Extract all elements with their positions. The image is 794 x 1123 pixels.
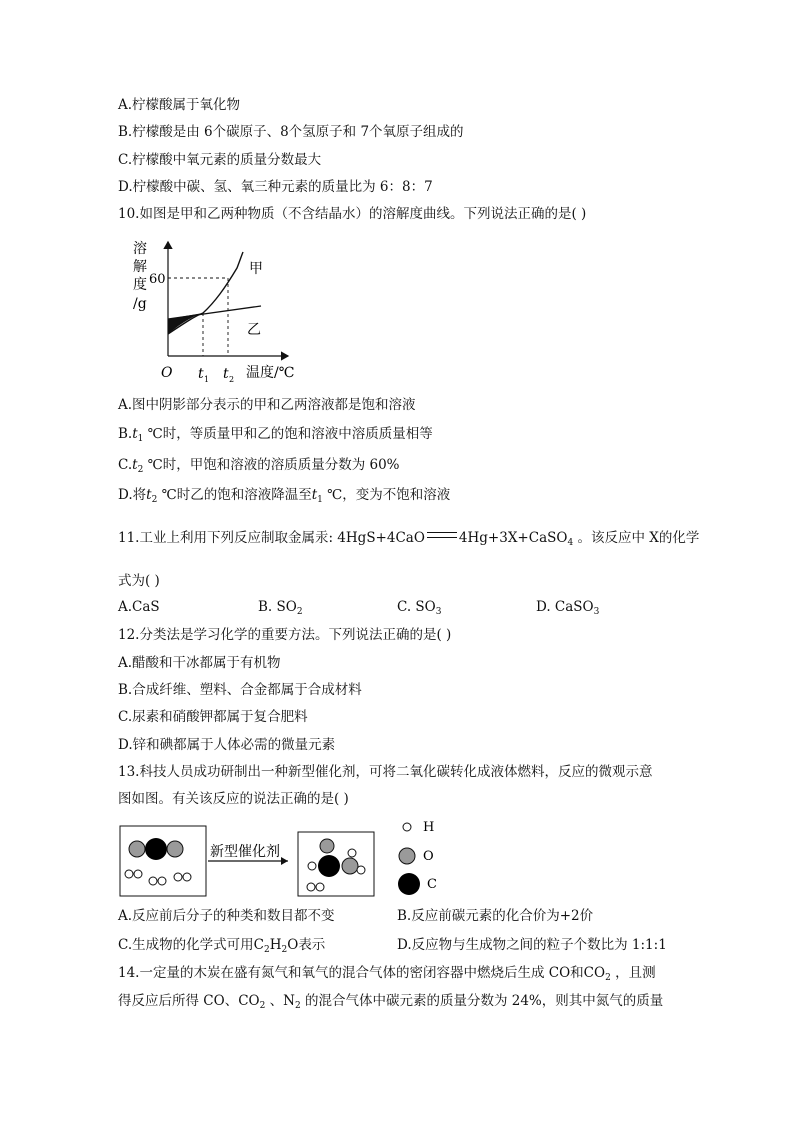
t1-label: t: [198, 366, 204, 382]
q10-stem: 10.如图是甲和乙两种物质（不含结晶水）的溶解度曲线。下列说法正确的是( ): [118, 206, 587, 222]
q13-option-c: [118, 936, 325, 959]
legend-h-icon: [403, 823, 411, 831]
q14-line2-text: 得反应后所得 CO、CO: [118, 993, 260, 1009]
label-jia: 甲: [249, 261, 263, 277]
q10-b-text: ℃时，等质量甲和乙的饱和溶液中溶质质量相等: [143, 426, 433, 442]
q10-option-d: [118, 486, 450, 509]
tick-60: 60: [149, 272, 166, 287]
q10-b-sub: 1: [137, 434, 144, 444]
reactants-box: [120, 826, 206, 896]
q14-line2: [118, 992, 663, 1015]
o-atom: [320, 839, 334, 853]
solubility-curve-graph: [125, 236, 305, 388]
q10-option-b: [118, 425, 433, 448]
arrow-head-icon: [281, 857, 288, 865]
q13-c-formula-h: H: [269, 937, 282, 953]
q13-stem-line1: 13.科技人员成功研制出一种新型催化剂，可将二氧化碳转化成液体燃料，反应的微观示意: [118, 764, 653, 780]
c-atom: [318, 855, 340, 877]
t2-label: t: [223, 366, 229, 382]
q11-d-sub: 3: [593, 607, 600, 617]
ylabel-char-1: 溶: [133, 241, 147, 257]
h-atom: [308, 862, 316, 870]
legend-h-label: H: [423, 820, 435, 835]
q9-option-a: A.柠檬酸属于氧化物: [118, 97, 241, 113]
q11-stem-end: 。该反应中 X的化学: [573, 530, 700, 546]
q10-option-a: A.图中阴影部分表示的甲和乙两溶液都是饱和溶液: [118, 397, 416, 413]
q10-d-sub1: 2: [151, 495, 158, 505]
o-atom: [342, 858, 358, 874]
t2-sub: 2: [229, 375, 235, 384]
q10-c-t: t: [132, 457, 138, 473]
h-atom: [316, 883, 324, 891]
q10-d-t2: t: [311, 487, 318, 503]
ylabel-char-2: 解: [133, 259, 147, 275]
t1-sub: 1: [204, 375, 210, 384]
q10-d-text: ℃，变为不饱和溶液: [322, 487, 451, 503]
q10-option-c: [118, 456, 400, 479]
o-atom: [129, 841, 145, 857]
q11-stem-right: 4Hg+3X+CaSO: [458, 530, 568, 546]
q10-d-mid: ℃时乙的饱和溶液降温至: [157, 487, 312, 503]
q13-stem-line2: 图如图。有关该反应的说法正确的是( ): [118, 791, 349, 807]
q14-line1-sub: 2: [605, 973, 611, 983]
q11-c-main: C. SO: [397, 599, 436, 615]
q13-c-sub1: 2: [263, 945, 270, 955]
q13-option-b: B.反应前碳元素的化合价为+2价: [397, 908, 594, 924]
legend-c-label: C: [427, 877, 437, 892]
xlabel: 温度/℃: [246, 365, 295, 381]
q14-line2-sub2: 2: [294, 1001, 301, 1011]
q11-stem: [118, 529, 699, 552]
q11-option-c: [397, 598, 441, 621]
h-atom: [348, 849, 356, 857]
q14-line1: [118, 964, 656, 987]
q9-option-b: B.柠檬酸是由 6个碳原子、8个氢原子和 7个氧原子组成的: [118, 124, 464, 140]
q10-b-t: t: [132, 426, 138, 442]
label-yi: 乙: [247, 322, 261, 338]
origin-label: O: [161, 365, 173, 381]
q13-c-formula-o: O: [287, 937, 299, 953]
q9-option-d: D.柠檬酸中碳、氢、氧三种元素的质量比为 6：8：7: [118, 179, 433, 195]
q10-d-sub2: 1: [317, 495, 323, 505]
q14-line2-mid: 、N: [265, 993, 295, 1009]
q11-b-sub: 2: [296, 607, 303, 617]
q10-c-prefix: C.: [118, 457, 133, 473]
q10-d-prefix: D.将: [118, 487, 147, 503]
h-atom: [183, 873, 191, 881]
q11-c-sub: 3: [435, 607, 442, 617]
h-atom: [174, 873, 182, 881]
q14-line1-end: ，且测: [610, 965, 656, 981]
ylabel-char-4: /g: [133, 296, 147, 312]
q14-line2-end: 的混合气体中碳元素的质量分数为 24%，则其中氮气的质量: [300, 993, 664, 1009]
ylabel-char-3: 度: [133, 277, 147, 293]
h-atom: [149, 877, 157, 885]
q11-stem-line2: 式为( ): [118, 573, 160, 589]
c-atom: [145, 838, 167, 860]
h-atom: [125, 870, 133, 878]
q11-option-d: [536, 598, 599, 621]
q11-option-b: [258, 598, 303, 621]
q12-option-d: D.锌和碘都属于人体必需的微量元素: [118, 737, 336, 753]
q12-option-c: C.尿素和硝酸钾都属于复合肥料: [118, 709, 308, 725]
q13-option-a: A.反应前后分子的种类和数目都不变: [118, 908, 335, 924]
q9-option-c: C.柠檬酸中氧元素的质量分数最大: [118, 152, 322, 168]
equation-double-bar: [427, 532, 457, 538]
q10-c-sub: 2: [137, 465, 144, 475]
q13-c-text: 表示: [298, 937, 326, 953]
reaction-microscopic-diagram: [118, 814, 448, 900]
q10-b-prefix: B.: [118, 426, 133, 442]
legend-o-icon: [399, 848, 415, 864]
q14-line1-text: 14.一定量的木炭在盛有氮气和氧气的混合气体的密闭容器中燃烧后生成 CO和CO: [118, 965, 606, 981]
arrow-label: 新型催化剂: [210, 844, 280, 860]
q12-option-b: B.合成纤维、塑料、合金都属于合成材料: [118, 682, 362, 698]
h-atom: [357, 866, 365, 874]
q13-c-formula-c: C: [253, 937, 264, 953]
q13-c-sub2: 2: [281, 945, 288, 955]
q11-stem-sub: 4: [567, 538, 574, 548]
legend-o-label: O: [423, 849, 434, 864]
q11-stem-left: 11.工业上利用下列反应制取金属汞: 4HgS+4CaO: [118, 530, 425, 546]
q11-b-main: B. SO: [258, 599, 297, 615]
q13-c-prefix: C.生成物的化学式可用: [118, 937, 254, 953]
q10-d-t1: t: [146, 487, 152, 503]
q13-option-d: D.反应物与生成物之间的粒子个数比为 1:1:1: [397, 937, 667, 953]
q11-option-a: A.CaS: [118, 599, 160, 615]
h-atom: [307, 883, 315, 891]
h-atom: [158, 877, 166, 885]
o-atom: [167, 841, 183, 857]
legend-c-icon: [398, 873, 420, 895]
curve-yi: [168, 306, 261, 319]
h-atom: [134, 870, 142, 878]
q14-line2-sub1: 2: [259, 1001, 266, 1011]
q12-option-a: A.醋酸和干冰都属于有机物: [118, 655, 281, 671]
q11-d-main: D. CaSO: [536, 599, 594, 615]
q10-c-text: ℃时，甲饱和溶液的溶质质量分数为 60%: [143, 457, 400, 473]
q12-stem: 12.分类法是学习化学的重要方法。下列说法正确的是( ): [118, 627, 452, 643]
